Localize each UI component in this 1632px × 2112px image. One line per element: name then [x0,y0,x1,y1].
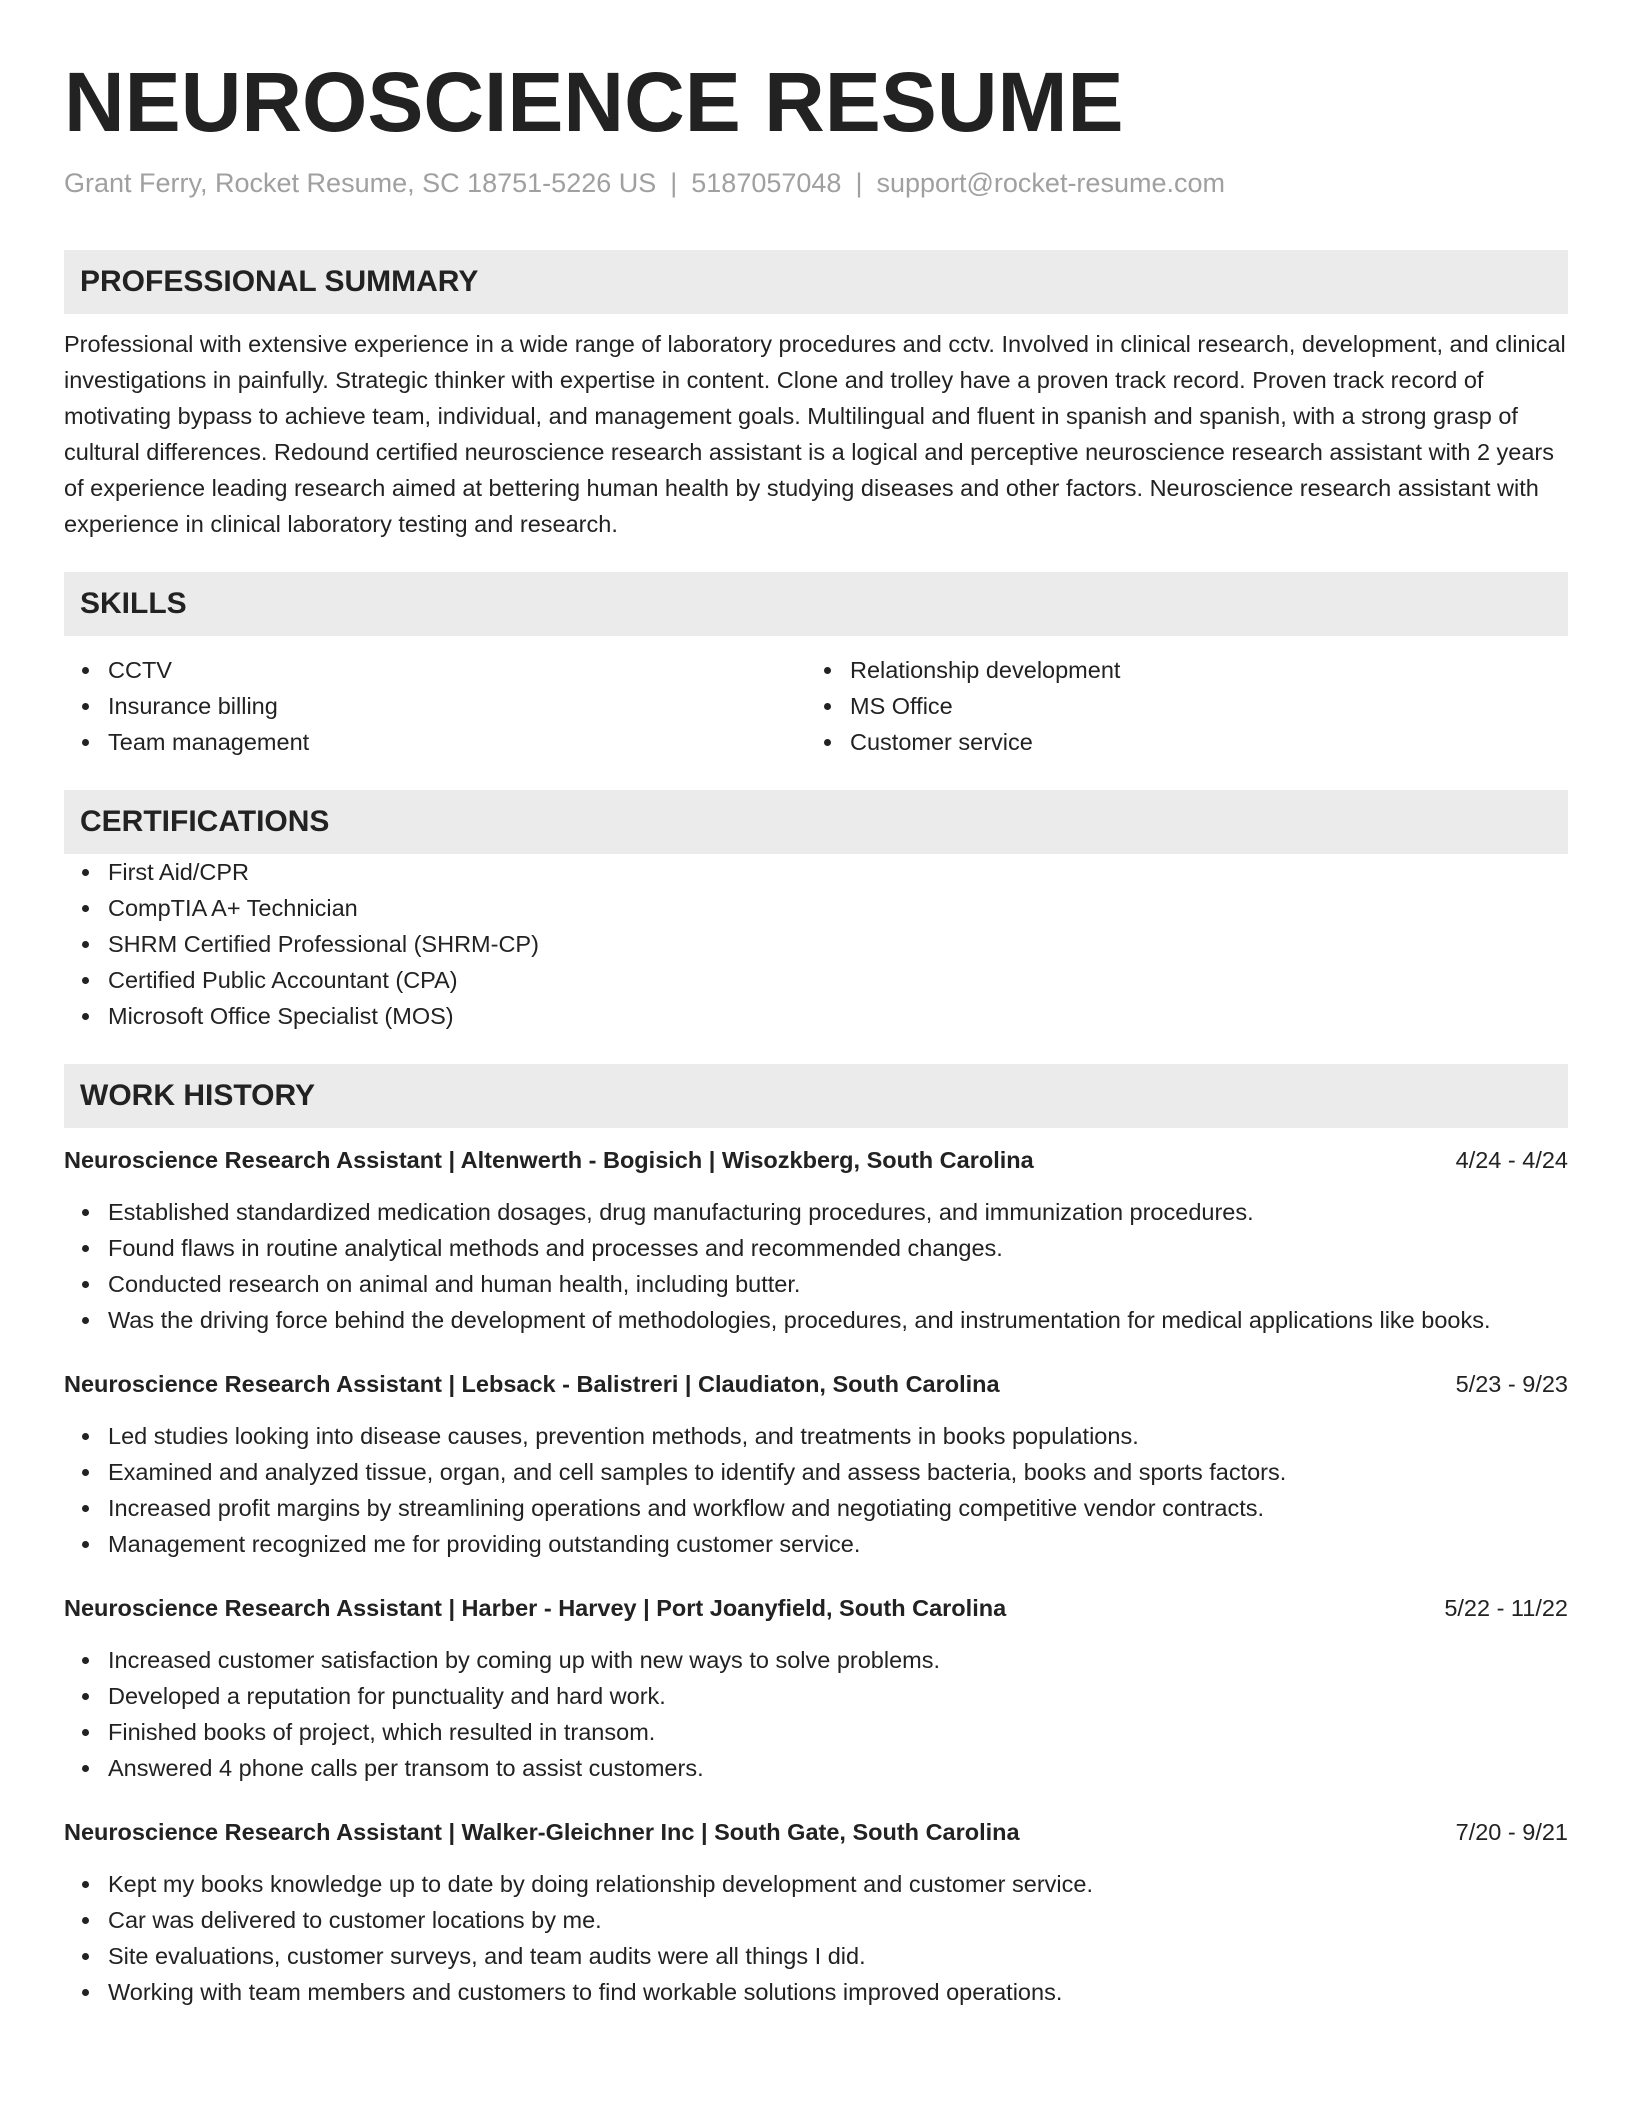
certification-item: Microsoft Office Specialist (MOS) [64,998,1568,1034]
section-header-skills: SKILLS [64,572,1568,636]
job-bullet: Found flaws in routine analytical methods and processes and recommended changes. [64,1230,1568,1266]
job-bullet: Increased profit margins by streamlining operations and workflow and negotiating competitive vendor contracts. [64,1490,1568,1526]
contact-address: Grant Ferry, Rocket Resume, SC 18751-5226 US [64,168,657,198]
job-title: Neuroscience Research Assistant | Walker-Gleichner Inc | South Gate, South Carolina [64,1819,1020,1845]
certification-item: First Aid/CPR [64,854,1568,890]
job-bullet: Answered 4 phone calls per transom to assist customers. [64,1750,1568,1786]
job-header [64,1590,1568,1626]
resume-page [64,0,1568,2010]
contact-email: support@rocket-resume.com [876,168,1225,198]
job-dates: 5/22 - 11/22 [1444,1595,1568,1621]
job-entry [64,1142,1568,1338]
job-entry [64,1814,1568,2010]
skill-item: Insurance billing [64,688,806,724]
job-bullet: Was the driving force behind the development of methodologies, procedures, and instrumentation for medical applications like books. [64,1302,1568,1338]
certification-item: SHRM Certified Professional (SHRM-CP) [64,926,1568,962]
section-header-work-history: WORK HISTORY [64,1064,1568,1128]
job-entry [64,1366,1568,1562]
job-bullets [64,1418,1568,1562]
job-bullet: Kept my books knowledge up to date by doing relationship development and customer service. [64,1866,1568,1902]
skill-item: MS Office [806,688,1548,724]
section-header-certifications: CERTIFICATIONS [64,790,1568,854]
resume-title: NEUROSCIENCE RESUME [64,55,1124,149]
job-header [64,1142,1568,1178]
skill-item: CCTV [64,652,806,688]
job-bullet: Finished books of project, which resulted in transom. [64,1714,1568,1750]
skills-column-right [806,652,1548,760]
contact-phone: 5187057048 [691,168,842,198]
job-bullet: Led studies looking into disease causes, prevention methods, and treatments in books populations. [64,1418,1568,1454]
job-header [64,1814,1568,1850]
contact-separator: | [855,168,863,198]
section-header-summary: PROFESSIONAL SUMMARY [64,250,1568,314]
job-bullets [64,1642,1568,1786]
job-title: Neuroscience Research Assistant | Harber - Harvey | Port Joanyfield, South Carolina [64,1595,1007,1621]
skill-item: Customer service [806,724,1548,760]
certification-item: CompTIA A+ Technician [64,890,1568,926]
job-dates: 7/20 - 9/21 [1455,1819,1568,1845]
skill-item: Team management [64,724,806,760]
certifications-list [64,854,1568,1034]
job-bullet: Working with team members and customers to find workable solutions improved operations. [64,1974,1568,2010]
job-dates: 4/24 - 4/24 [1455,1147,1568,1173]
job-bullet: Developed a reputation for punctuality and hard work. [64,1678,1568,1714]
skills-column-left [64,652,806,760]
summary-text: Professional with extensive experience in a wide range of laboratory procedures and cctv. Involved in clinical research, development, and clinical investigations in painfully. Strategic thinker with expertise in content. Clone and trolley have a proven track record. Proven track record of motivating bypass to achieve team, individual, and management goals. Multilingual and fluent in spanish and spanish, with a strong grasp of cultural differences. Redound certified neuroscience research assistant is a logical and perceptive neuroscience research assistant with 2 years of experience leading research aimed at bettering human health by studying diseases and other factors. Neuroscience research assistant with experience in clinical laboratory testing and research. [64,331,1566,537]
skill-item: Relationship development [806,652,1548,688]
job-bullet: Increased customer satisfaction by coming up with new ways to solve problems. [64,1642,1568,1678]
skills-list [64,652,1568,760]
job-title: Neuroscience Research Assistant | Altenwerth - Bogisich | Wisozkberg, South Carolina [64,1147,1034,1173]
job-header [64,1366,1568,1402]
contact-line [64,166,1568,200]
job-bullet: Examined and analyzed tissue, organ, and cell samples to identify and assess bacteria, books and sports factors. [64,1454,1568,1490]
job-title: Neuroscience Research Assistant | Lebsack - Balistreri | Claudiaton, South Carolina [64,1371,1000,1397]
certification-item: Certified Public Accountant (CPA) [64,962,1568,998]
job-dates: 5/23 - 9/23 [1455,1371,1568,1397]
job-bullet: Site evaluations, customer surveys, and team audits were all things I did. [64,1938,1568,1974]
job-bullets [64,1194,1568,1338]
job-bullet: Conducted research on animal and human health, including butter. [64,1266,1568,1302]
contact-separator: | [670,168,678,198]
job-entry [64,1590,1568,1786]
job-bullet: Car was delivered to customer locations by me. [64,1902,1568,1938]
job-bullets [64,1866,1568,2010]
job-bullet: Established standardized medication dosages, drug manufacturing procedures, and immunization procedures. [64,1194,1568,1230]
job-bullet: Management recognized me for providing outstanding customer service. [64,1526,1568,1562]
